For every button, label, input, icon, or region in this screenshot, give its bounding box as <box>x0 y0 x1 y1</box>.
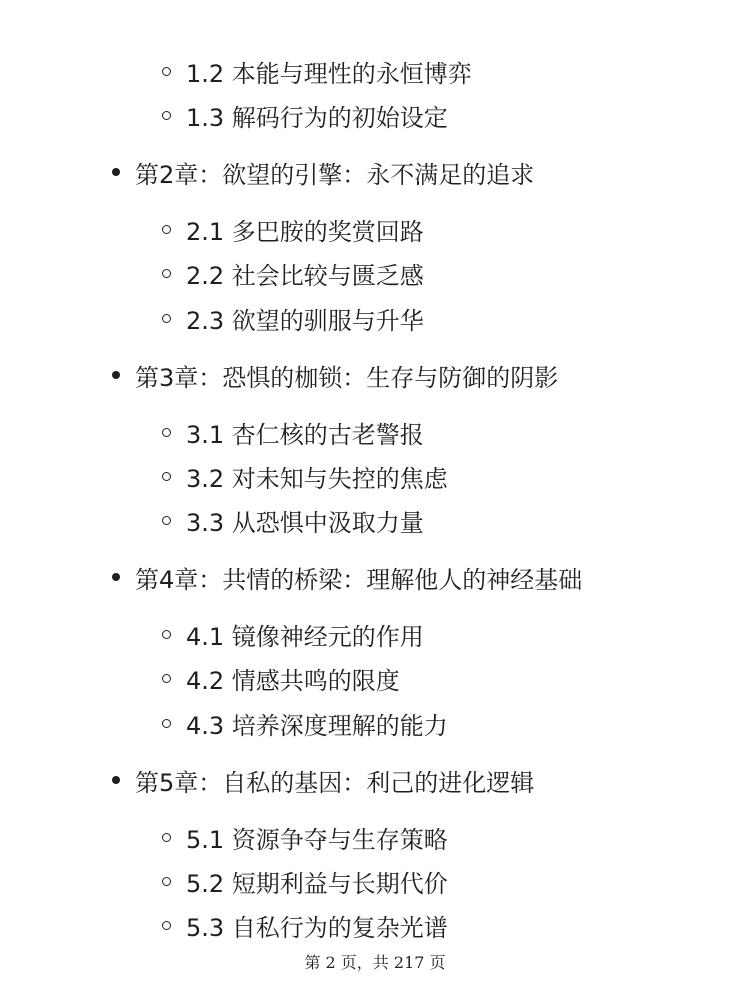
toc-chapter-item <box>112 559 582 595</box>
toc-section-label: 4.3 培养深度理解的能力 <box>186 711 448 740</box>
toc-chapter-item <box>112 357 558 393</box>
toc-section-label: 5.2 短期利益与长期代价 <box>186 869 448 898</box>
toc-section-label: 2.3 欲望的驯服与升华 <box>186 306 424 335</box>
disc-bullet-icon <box>112 573 120 581</box>
disc-bullet-icon <box>112 371 120 379</box>
page-number-footer: 第 2 页，共 217 页 <box>304 953 446 972</box>
toc-chapter-label: 第5章：自私的基因：利己的进化逻辑 <box>135 768 535 797</box>
disc-bullet-icon <box>112 168 120 176</box>
toc-section-label: 5.3 自私行为的复杂光谱 <box>186 913 448 942</box>
circle-bullet-icon <box>162 516 171 525</box>
toc-section-label: 2.2 社会比较与匮乏感 <box>186 261 424 290</box>
circle-bullet-icon <box>162 833 171 842</box>
toc-section-item <box>162 97 448 133</box>
toc-section-label: 1.2 本能与理性的永恒博弈 <box>186 59 472 88</box>
toc-section-item <box>162 53 472 89</box>
toc-section-item <box>162 863 448 899</box>
toc-section-item <box>162 502 424 538</box>
toc-chapter-label: 第4章：共情的桥梁：理解他人的神经基础 <box>135 565 583 594</box>
toc-section-item <box>162 660 400 696</box>
circle-bullet-icon <box>162 67 171 76</box>
circle-bullet-icon <box>162 225 171 234</box>
toc-section-label: 4.2 情感共鸣的限度 <box>186 666 400 695</box>
toc-section-label: 3.1 杏仁核的古老警报 <box>186 420 424 449</box>
circle-bullet-icon <box>162 472 171 481</box>
circle-bullet-icon <box>162 428 171 437</box>
circle-bullet-icon <box>162 314 171 323</box>
toc-section-item <box>162 907 448 943</box>
toc-section-label: 3.3 从恐惧中汲取力量 <box>186 508 424 537</box>
toc-section-item <box>162 414 424 450</box>
toc-chapter-label: 第3章：恐惧的枷锁：生存与防御的阴影 <box>135 363 559 392</box>
circle-bullet-icon <box>162 674 171 683</box>
toc-section-item <box>162 458 448 494</box>
circle-bullet-icon <box>162 269 171 278</box>
toc-section-label: 3.2 对未知与失控的焦虑 <box>186 464 448 493</box>
toc-section-label: 2.1 多巴胺的奖赏回路 <box>186 217 424 246</box>
circle-bullet-icon <box>162 877 171 886</box>
circle-bullet-icon <box>162 719 171 728</box>
toc-section-item <box>162 211 424 247</box>
circle-bullet-icon <box>162 921 171 930</box>
toc-chapter-label: 第2章：欲望的引擎：永不满足的追求 <box>135 160 535 189</box>
circle-bullet-icon <box>162 630 171 639</box>
toc-section-item <box>162 819 448 855</box>
toc-section-item <box>162 255 424 291</box>
circle-bullet-icon <box>162 111 171 120</box>
toc-section-label: 5.1 资源争夺与生存策略 <box>186 825 448 854</box>
toc-section-item <box>162 616 424 652</box>
toc-section-item <box>162 705 448 741</box>
toc-section-label: 1.3 解码行为的初始设定 <box>186 103 448 132</box>
toc-chapter-item <box>112 762 534 798</box>
toc-section-label: 4.1 镜像神经元的作用 <box>186 622 424 651</box>
toc-section-item <box>162 300 424 336</box>
disc-bullet-icon <box>112 776 120 784</box>
toc-chapter-item <box>112 154 534 190</box>
